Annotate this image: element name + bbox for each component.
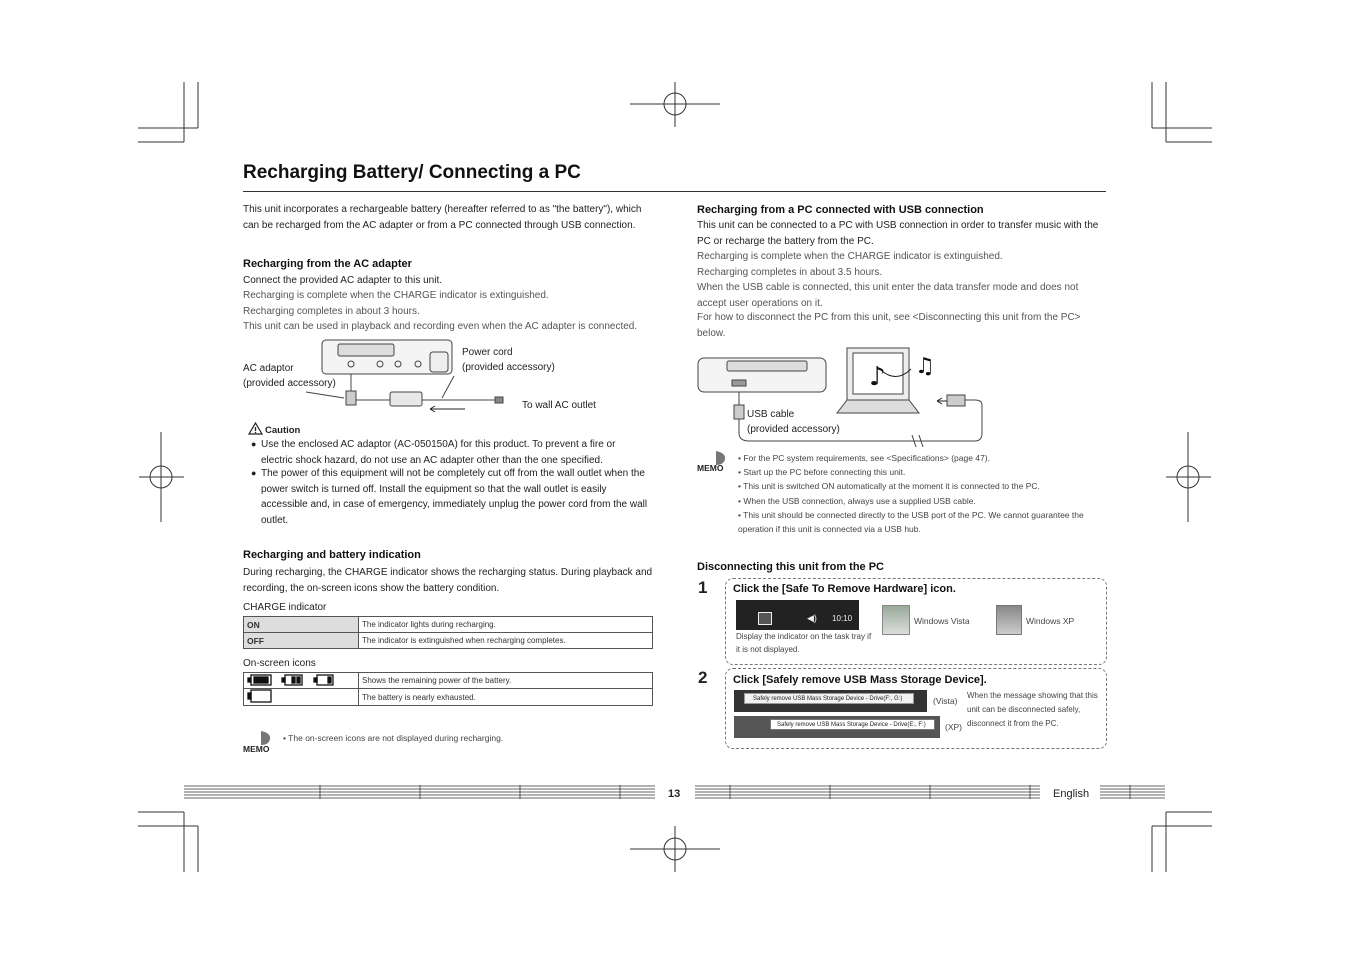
svg-text:♪: ♪ [869, 362, 886, 392]
warning-icon [248, 422, 263, 435]
charge-indicator-table [243, 616, 653, 649]
battery-levels-cell [244, 673, 359, 689]
charge-value-on: The indicator lights during recharging. [359, 617, 653, 633]
usb-memo-2: • Start up the PC before connecting this unit. [738, 467, 906, 477]
safely-remove-hardware-icon[interactable] [758, 612, 772, 625]
ac-adaptor-label-1: AC adaptor [243, 363, 294, 374]
vista-label: Windows Vista [914, 616, 970, 626]
battery-memo-text: • The on-screen icons are not displayed during recharging. [283, 733, 504, 743]
memo-label: MEMO [697, 463, 724, 473]
tray-caption: Display the indicator on the task tray if it is not displayed. [736, 632, 872, 654]
usb-line-2: Recharging is complete when the CHARGE indicator is extinguished. [697, 251, 1003, 262]
usb-memo-1: • For the PC system requirements, see <Specifications> (page 47). [738, 453, 990, 463]
bullet-icon: ● [251, 468, 257, 478]
table-row [244, 673, 653, 689]
page-title: Recharging Battery/ Connecting a PC [243, 162, 581, 183]
step-2-title: Click [Safely remove USB Mass Storage Device]. [733, 674, 987, 686]
onscreen-icons-table [243, 672, 653, 706]
battery-remaining-text: Shows the remaining power of the battery. [359, 673, 653, 689]
ac-line-1: Connect the provided AC adapter to this unit. [243, 275, 443, 286]
usb-connection-illustration [697, 345, 997, 450]
battery-full-icon [247, 673, 347, 686]
xp-label: Windows XP [1026, 616, 1075, 626]
vista-tag: (Vista) [933, 696, 958, 706]
usb-memo-5: • This unit should be connected directly to the USB port of the PC. We cannot guarantee the operation if this unit is connected via a USB hub. [738, 510, 1084, 534]
ac-line-2: Recharging is complete when the CHARGE indicator is extinguished. [243, 290, 549, 301]
table-row [244, 633, 653, 649]
table-row [244, 617, 653, 633]
xp-tag: (XP) [945, 722, 962, 732]
usb-line-4: When the USB cable is connected, this unit enter the data transfer mode and does not accept user operations on it. [697, 282, 1079, 309]
power-cord-label-2: (provided accessory) [462, 362, 555, 373]
disconnect-heading: Disconnecting this unit from the PC [697, 561, 885, 573]
power-cord-label-1: Power cord [462, 347, 513, 358]
battery-heading: Recharging and battery indication [243, 549, 421, 561]
battery-empty-icon [247, 689, 277, 703]
memo-label: MEMO [243, 744, 270, 754]
charge-indicator-label: CHARGE indicator [243, 602, 327, 613]
ac-line-4: This unit can be used in playback and recording even when the AC adapter is connected. [243, 321, 638, 332]
caution-title: Caution [265, 425, 301, 436]
caution-bullet-2: The power of this equipment will not be completely cut off from the wall outlet when the power switch is turned off. Install the equipment so that the wall outlet is easily accessible and, in case of emergency, immediately unplug the power cord from the wall outlet. [261, 468, 648, 526]
ac-line-3: Recharging completes in about 3 hours. [243, 306, 420, 317]
bullet-icon: ● [251, 439, 257, 449]
onscreen-icons-label: On-screen icons [243, 658, 316, 669]
table-row [244, 689, 653, 706]
battery-text: During recharging, the CHARGE indicator shows the recharging status. During playback and recording, the on-screen icons show the battery condition. [243, 567, 653, 594]
charge-key-off: OFF [244, 633, 359, 649]
xp-popup-menu-item[interactable]: Safely remove USB Mass Storage Device - Drive(E:, F:) [770, 719, 935, 730]
usb-memo-4: • When the USB connection, always use a supplied USB cable. [738, 496, 976, 506]
xp-remove-icon[interactable] [996, 605, 1022, 635]
charge-key-on: ON [244, 617, 359, 633]
battery-empty-cell [244, 689, 359, 706]
intro-text: This unit incorporates a rechargeable battery (hereafter referred to as "the battery"), which can be recharged from the AC adapter or from a PC connected through USB connection. [243, 204, 642, 231]
footer-language: English [1053, 788, 1090, 800]
step-2-number: 2 [698, 668, 708, 687]
step-1-title: Click the [Safe To Remove Hardware] icon. [733, 583, 956, 595]
step-2-note: When the message showing that this unit can be disconnected safely, disconnect it from the PC. [967, 691, 1098, 728]
caution-bullet-1: Use the enclosed AC adaptor (AC-050150A) for this product. To prevent a fire or electric shock hazard, do not use an AC adapter other than the one specified. [261, 439, 616, 466]
ac-heading: Recharging from the AC adapter [243, 258, 412, 270]
tray-time: 10:10 [832, 614, 853, 623]
step-1-number: 1 [698, 578, 708, 597]
vista-popup-menu-item[interactable]: Safely remove USB Mass Storage Device - Drive(F:, G:) [744, 693, 914, 704]
charge-value-off: The indicator is extinguished when recharging completes. [359, 633, 653, 649]
speaker-icon: ◀) [807, 613, 817, 623]
usb-cable-label-1: USB cable [747, 409, 795, 420]
usb-line-3: Recharging completes in about 3.5 hours. [697, 267, 883, 278]
usb-memo-3: • This unit is switched ON automatically at the moment it is connected to the PC. [738, 481, 1040, 491]
ac-adaptor-label-2: (provided accessory) [243, 378, 336, 389]
vista-remove-icon[interactable] [882, 605, 910, 635]
battery-exhausted-text: The battery is nearly exhausted. [359, 689, 653, 706]
usb-line-5: For how to disconnect the PC from this unit, see <Disconnecting this unit from the PC> below. [697, 312, 1081, 339]
page-number: 13 [668, 788, 681, 800]
wall-outlet-label: To wall AC outlet [522, 400, 596, 411]
title-rule [243, 191, 1106, 192]
usb-heading: Recharging from a PC connected with USB connection [697, 204, 984, 216]
usb-cable-label-2: (provided accessory) [747, 424, 840, 435]
usb-text: This unit can be connected to a PC with USB connection in order to transfer music with the PC or recharge the battery from the PC. [697, 220, 1099, 247]
svg-text:♫: ♫ [915, 354, 935, 379]
